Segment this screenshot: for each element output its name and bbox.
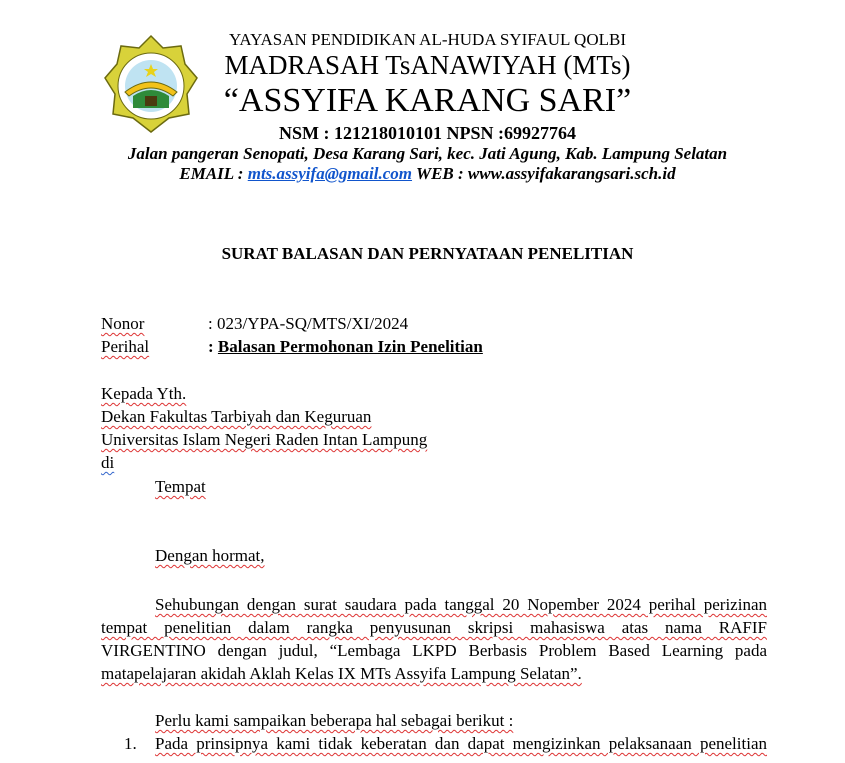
recipient-line: di <box>101 453 115 472</box>
perihal-value: Balasan Permohonan Izin Penelitian <box>217 337 483 356</box>
paragraph-line: VIRGENTINO dengan judul, “Lembaga LKPD Berbasis Problem Based Learning pada <box>101 641 767 660</box>
paragraph-line: Sehubungan dengan surat saudara pada tanggal 20 Nopember 2024 perihal perizinan <box>155 595 767 614</box>
foundation-name: YAYASAN PENDIDIKAN AL-HUDA SYIFAUL QOLBI <box>229 30 626 49</box>
email-label: EMAIL : <box>179 164 248 183</box>
school-type: MADRASAH TsANAWIYAH (MTs) <box>224 50 631 80</box>
school-name: “ASSYIFA KARANG SARI” <box>223 82 632 119</box>
contact-line <box>0 164 845 184</box>
nomor-label: Nonor <box>101 314 145 333</box>
letter-title: SURAT BALASAN DAN PERNYATAAN PENELITIAN <box>221 244 634 263</box>
email-link[interactable]: mts.assyifa@gmail.com <box>247 164 413 183</box>
recipient-line: Dekan Fakultas Tarbiyah dan Keguruan <box>101 407 372 426</box>
recipient-line: Universitas Islam Negeri Raden Intan Lampung <box>101 430 428 449</box>
perihal-colon: : <box>208 337 218 356</box>
school-ids: NSM : 121218010101 NPSN :69927764 <box>279 123 576 143</box>
paragraph-line: tempat penelitian dalam rangka penyusunan skripsi mahasiswa atas nama RAFIF <box>101 618 767 637</box>
school-address: Jalan pangeran Senopati, Desa Karang Sari, kec. Jati Agung, Kab. Lampung Selatan <box>127 144 728 163</box>
recipient-line: Kepada Yth. <box>101 384 187 403</box>
web-address: WEB : www.assyifakarangsari.sch.id <box>412 164 676 183</box>
list-item-text: Pada prinsipnya kami tidak keberatan dan dapat mengizinkan pelaksanaan penelitian <box>155 734 767 753</box>
perihal-label: Perihal <box>101 337 150 356</box>
list-number: 1. <box>124 734 137 753</box>
nomor-value: : 023/YPA-SQ/MTS/XI/2024 <box>208 314 409 333</box>
greeting: Dengan hormat, <box>155 546 265 565</box>
perihal-value-line <box>208 337 483 357</box>
paragraph-intro: Perlu kami sampaikan beberapa hal sebagai berikut : <box>155 711 514 730</box>
paragraph-line: matapelajaran akidah Aklah Kelas IX MTs Assyifa Lampung Selatan”. <box>101 664 582 683</box>
recipient-line: Tempat <box>155 477 206 496</box>
